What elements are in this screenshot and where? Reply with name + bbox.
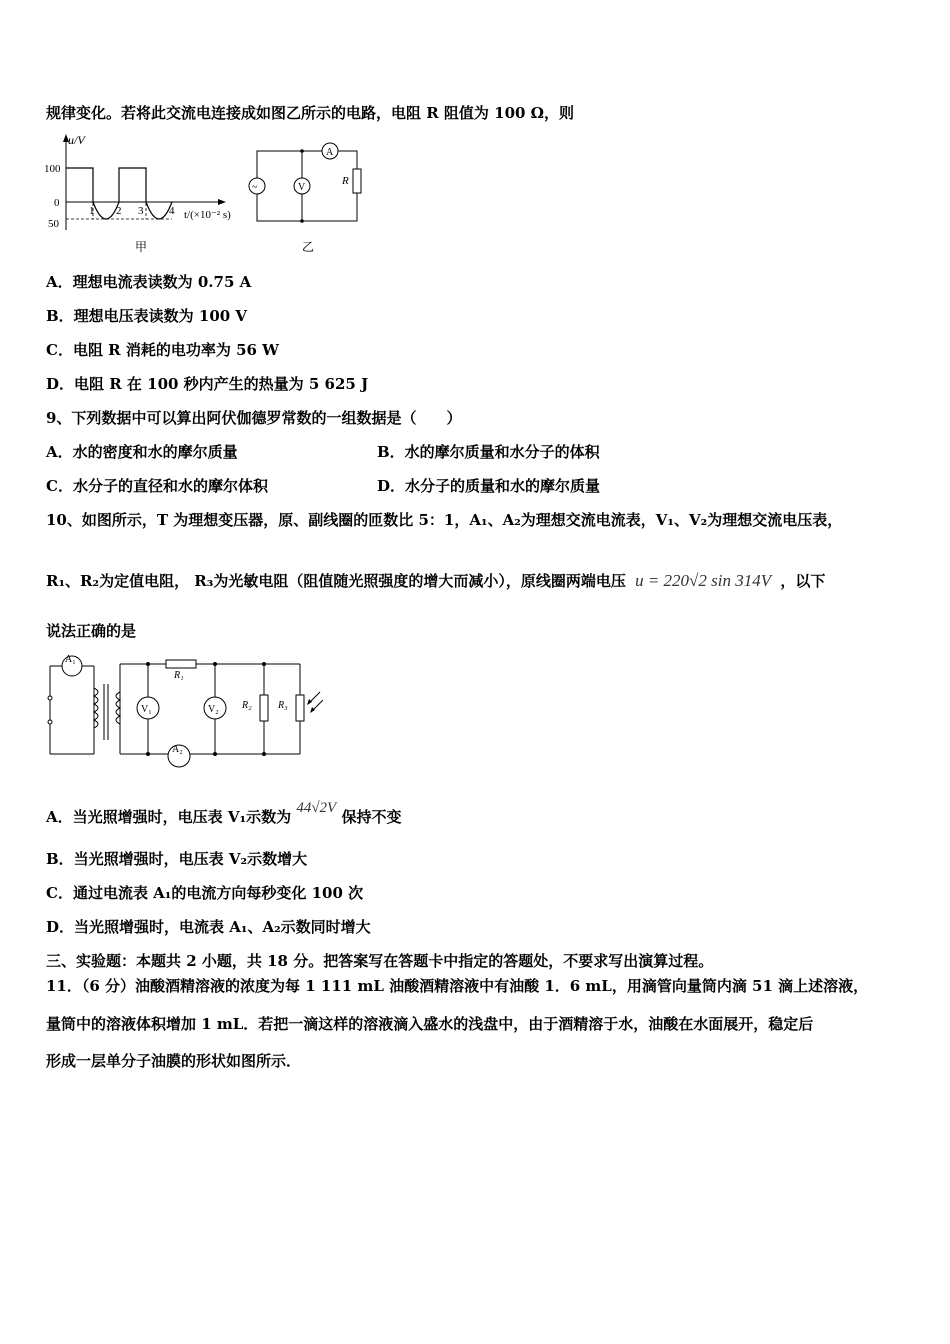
q10-line2 bbox=[46, 570, 825, 591]
r2-label: R₂ bbox=[242, 700, 252, 711]
resistor-label: R bbox=[342, 175, 349, 187]
q8-option-b: B．理想电压表读数为 100 V bbox=[46, 307, 248, 325]
circuit-diagram-yi bbox=[244, 136, 374, 256]
transformer-circuit-diagram bbox=[40, 648, 335, 772]
q10-option-a bbox=[46, 800, 401, 827]
a1-label: A₁ bbox=[65, 654, 76, 665]
caption-jia: 甲 bbox=[135, 240, 148, 254]
q8-option-c: C．电阻 R 消耗的电功率为 56 W bbox=[46, 341, 280, 359]
q8-option-d: D．电阻 R 在 100 秒内产生的热量为 5 625 J bbox=[46, 375, 369, 393]
x-tick-2: 2 bbox=[116, 205, 122, 217]
voltage-formula: u = 220√2 sin 314V bbox=[635, 571, 772, 590]
q10-line2-post: ，以下 bbox=[780, 572, 826, 590]
y-tick-50: 50 bbox=[48, 218, 59, 230]
q10-option-b: B．当光照增强时，电压表 V₂示数增大 bbox=[46, 850, 308, 868]
q9-option-c: C．水分子的直径和水的摩尔体积 bbox=[46, 477, 268, 495]
q11-line2: 量筒中的溶液体积增加 1 mL．若把一滴这样的溶液滴入盛水的浅盘中，由于酒精溶于水，油酸在水面展开，稳定后 bbox=[46, 1015, 814, 1033]
q11-line1: 11．（6 分）油酸酒精溶液的浓度为每 1 111 mL 油酸酒精溶液中有油酸 1．6 mL，用滴管向量筒内滴 51 滴上述溶液， bbox=[46, 977, 869, 995]
voltmeter-symbol: V bbox=[298, 182, 306, 193]
r3-label: R₃ bbox=[278, 700, 288, 711]
a2-label: A₂ bbox=[172, 744, 183, 755]
ammeter-symbol: A bbox=[326, 147, 334, 158]
origin-label: 0 bbox=[54, 197, 60, 209]
q10-option-a-pre: A．当光照增强时，电压表 V₁示数为 bbox=[46, 808, 292, 826]
q11-line3: 形成一层单分子油膜的形状如图所示． bbox=[46, 1052, 302, 1070]
r1-label: R₁ bbox=[174, 670, 184, 681]
y-axis-label: u/V bbox=[68, 133, 85, 147]
q9-option-d: D．水分子的质量和水的摩尔质量 bbox=[377, 477, 601, 495]
q10-line1: 10、如图所示，T 为理想变压器，原、副线圈的匝数比 5：1，A₁、A₂为理想交流电流表，V₁、V₂为理想交流电压表， bbox=[46, 511, 843, 529]
q10-line3: 说法正确的是 bbox=[46, 622, 137, 640]
x-tick-1: 1 bbox=[89, 205, 95, 217]
q9-stem: 9、下列数据中可以算出阿伏伽德罗常数的一组数据是（ ） bbox=[46, 409, 462, 427]
q9-option-a: A．水的密度和水的摩尔质量 bbox=[46, 443, 238, 461]
x-tick-3: 3 bbox=[138, 205, 144, 217]
q9-option-b: B．水的摩尔质量和水分子的体积 bbox=[377, 443, 600, 461]
q10-option-c: C．通过电流表 A₁的电流方向每秒变化 100 次 bbox=[46, 884, 364, 902]
q8-option-a: A．理想电流表读数为 0.75 A bbox=[46, 273, 252, 291]
waveform-graph-jia bbox=[40, 130, 250, 255]
x-axis-label: t/(×10⁻² s) bbox=[184, 209, 231, 221]
v1-label: V₁ bbox=[141, 704, 152, 715]
v2-label: V₂ bbox=[208, 704, 219, 715]
y-tick-100: 100 bbox=[44, 163, 61, 175]
q8-intro: 规律变化。若将此交流电连接成如图乙所示的电路，电阻 R 阻值为 100 Ω，则 bbox=[46, 104, 575, 122]
q10-line2-pre: R₁、R₂为定值电阻， R₃为光敏电阻（阻值随光照强度的增大而减小），原线圈两端电压 bbox=[46, 572, 626, 590]
v1-formula: 44√2V bbox=[296, 800, 337, 816]
q10-option-a-post: 保持不变 bbox=[341, 808, 402, 826]
q10-option-d: D．当光照增强时，电流表 A₁、A₂示数同时增大 bbox=[46, 918, 371, 936]
ac-source-symbol: ~ bbox=[252, 182, 258, 193]
section-3-heading: 三、实验题：本题共 2 小题，共 18 分。把答案写在答题卡中指定的答题处，不要求写出演算过程。 bbox=[46, 952, 714, 970]
x-tick-4: 4 bbox=[169, 205, 175, 217]
light-arrows-icon bbox=[307, 692, 323, 713]
caption-yi: 乙 bbox=[302, 240, 315, 254]
